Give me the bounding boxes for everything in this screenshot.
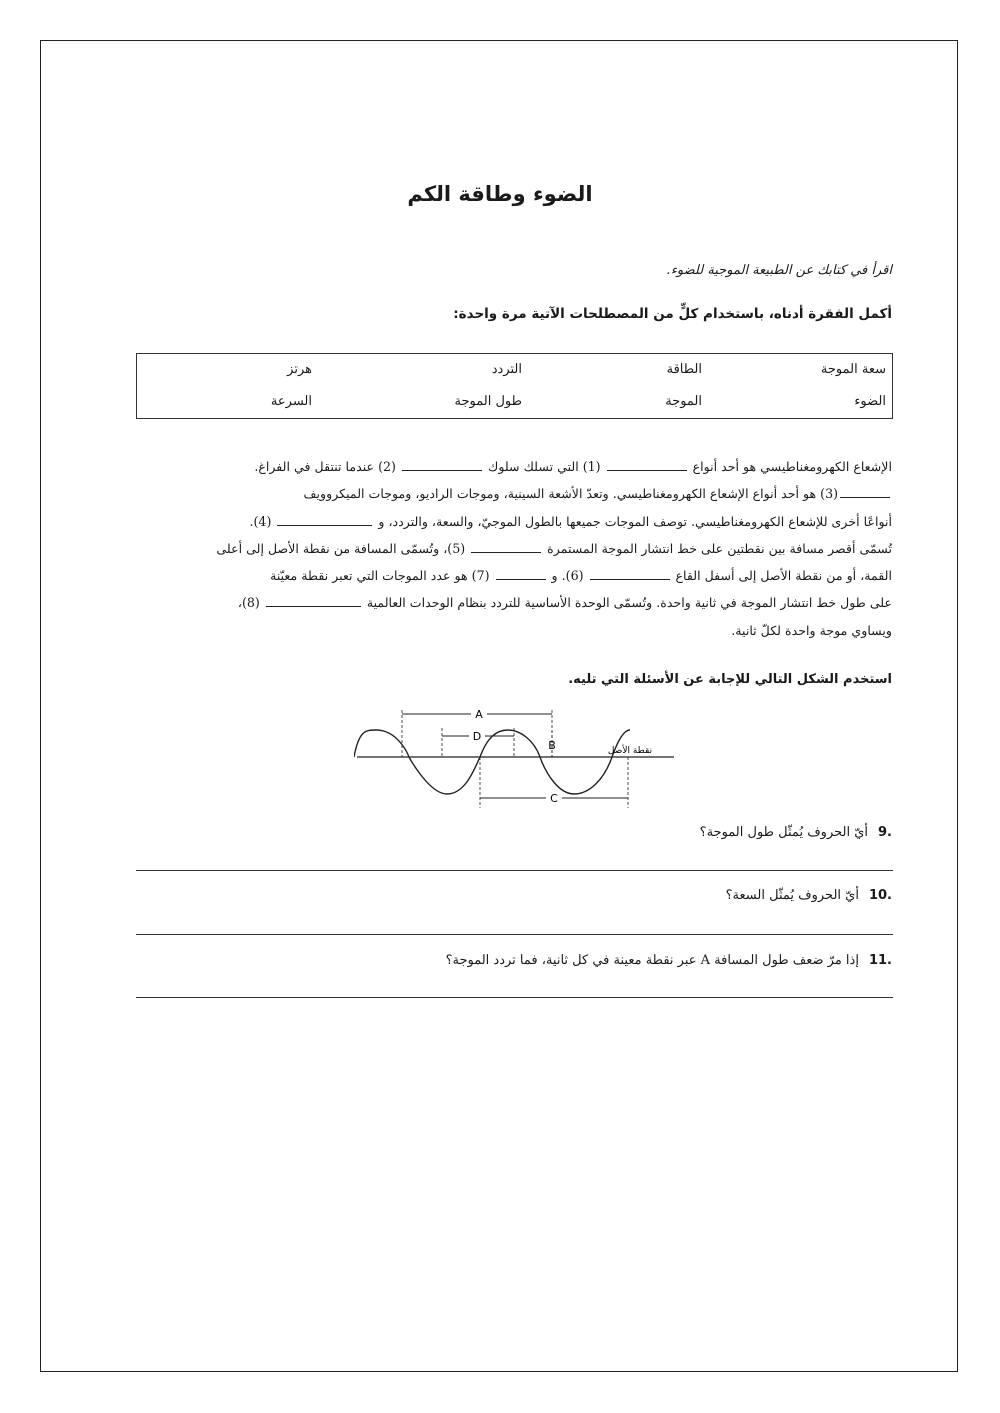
- blank-2[interactable]: [402, 458, 482, 471]
- blank-3[interactable]: [840, 485, 890, 498]
- label-b: B: [548, 739, 556, 752]
- question-11: .11إذا مرّ ضعف طول المسافة A عبر نقطة معينة في كل ثانية، فما تردد الموجة؟: [445, 953, 892, 968]
- blank-1[interactable]: [607, 458, 687, 471]
- blank-6[interactable]: [590, 567, 670, 580]
- answer-line-11[interactable]: [136, 997, 893, 998]
- term-item: هرتز: [287, 362, 312, 377]
- answer-line-9[interactable]: [136, 870, 893, 871]
- term-item: الموجة: [665, 394, 702, 409]
- paragraph-line: تُسمّى أقصر مسافة بين نقطتين على خط انتشار الموجة المستمرة (5)، وتُسمّى المسافة من نقطة الأصل إلى أعلى: [216, 540, 892, 556]
- paragraph-line: على طول خط انتشار الموجة في ثانية واحدة. وتُسمّى الوحدة الأساسية للتردد بنظام الوحدات العالمية (8)،: [237, 595, 892, 611]
- question-10: .10أيّ الحروف يُمثّل السعة؟: [725, 888, 892, 903]
- term-item: الطاقة: [666, 362, 702, 377]
- fill-in-paragraph: [134, 453, 892, 644]
- term-item: طول الموجة: [454, 394, 522, 409]
- figure-instruction: استخدم الشكل التالي للإجابة عن الأسئلة التي تليه.: [568, 672, 892, 687]
- term-item: سعة الموجة: [820, 362, 886, 377]
- read-instruction: اقرأ في كتابك عن الطبيعة الموجية للضوء.: [666, 263, 892, 278]
- label-c: C: [550, 792, 558, 805]
- paragraph-line: الإشعاع الكهرومغناطيسي هو أحد أنواع (1) التي تسلك سلوك (2) عندما تنتقل في الفراغ.: [254, 459, 892, 474]
- answer-line-10[interactable]: [136, 934, 893, 935]
- complete-instruction: أكمل الفقرة أدناه، باستخدام كلٍّ من المصطلحات الآتية مرة واحدة:: [453, 306, 892, 322]
- wave-curve: [354, 730, 630, 794]
- label-d: D: [472, 730, 482, 743]
- paragraph-line: القمة، أو من نقطة الأصل إلى أسفل القاع (6). و (7) هو عدد الموجات التي تعبر نقطة معيّنة: [270, 568, 892, 584]
- paragraph-line: أنواعًا أخرى للإشعاع الكهرومغناطيسي. توصف الموجات جميعها بالطول الموجيّ، والسعة، والتردد، و (4).: [249, 513, 892, 529]
- blank-8[interactable]: [266, 594, 361, 607]
- terms-box: [136, 353, 893, 419]
- blank-4[interactable]: [277, 513, 372, 526]
- label-origin: نقطة الأصل: [607, 746, 653, 756]
- blank-5[interactable]: [471, 540, 541, 553]
- paragraph-line: (3) هو أحد أنواع الإشعاع الكهرومغناطيسي. وتعدّ الأشعة السينية، وموجات الراديو، وموجات الميكروويف: [134, 480, 892, 507]
- wave-diagram: [354, 700, 684, 815]
- label-a: A: [475, 708, 483, 721]
- term-item: الضوء: [854, 394, 886, 409]
- page-title: الضوء وطاقة الكم: [407, 182, 593, 206]
- term-item: التردد: [491, 362, 522, 377]
- blank-7[interactable]: [496, 567, 546, 580]
- paragraph-line: ويساوي موجة واحدة لكلّ ثانية.: [731, 622, 892, 638]
- term-item: السرعة: [270, 394, 312, 409]
- question-9: .9أيّ الحروف يُمثّل طول الموجة؟: [699, 825, 892, 840]
